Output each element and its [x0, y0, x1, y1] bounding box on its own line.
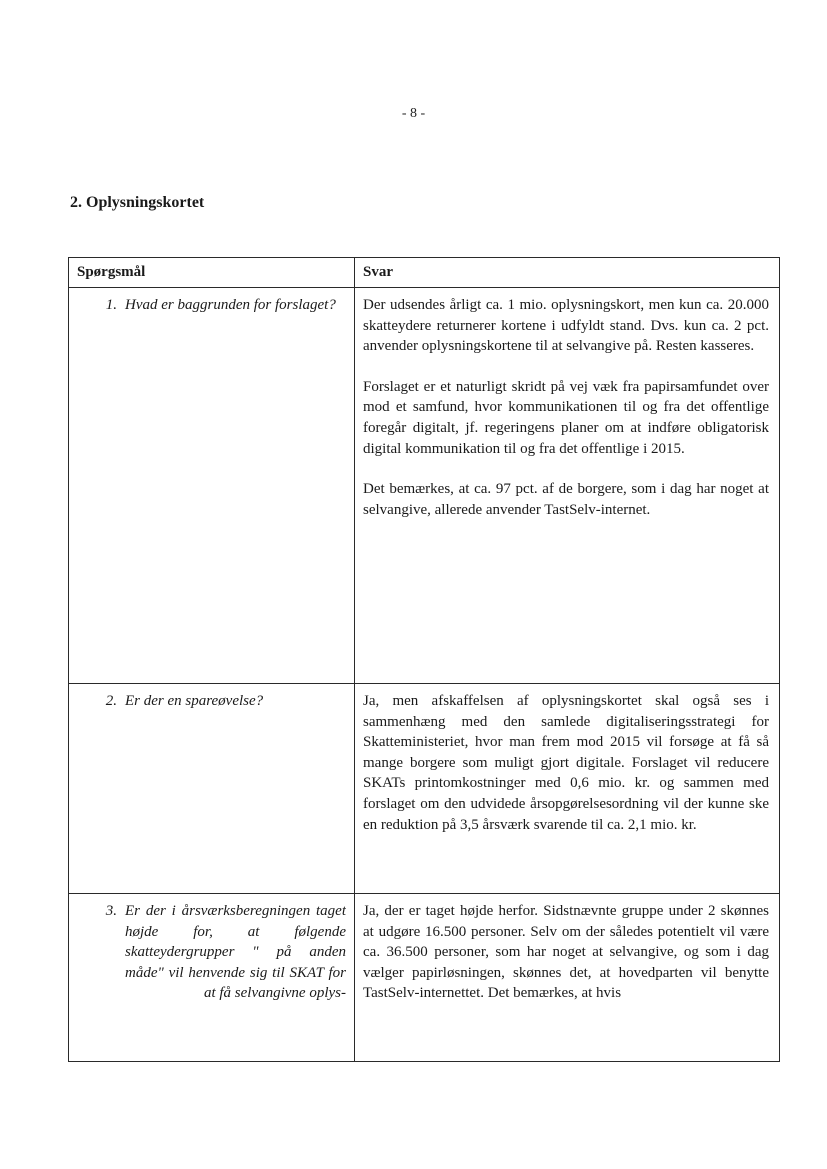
page-number: - 8 -	[401, 106, 426, 121]
column-header-question: Spørgsmål	[69, 258, 355, 288]
question-cell	[69, 288, 355, 684]
question-cell	[69, 684, 355, 894]
section-heading: 2. Oplysningskortet	[70, 194, 205, 211]
answer-paragraph: Forslaget er et naturligt skridt på vej væk fra papirsamfundet over mod et samfund, hvor kommunikationen til og fra det offentlige foregår digitalt, jf. regeringens planer om at indføre obligatorisk digital kommunikation til og fra det offentlige i 2015.	[363, 378, 769, 457]
answer-cell	[355, 894, 780, 1062]
answer-cell	[355, 288, 780, 684]
question-text: Hvad er baggrunden for forslaget?	[125, 297, 336, 313]
table-row	[69, 684, 780, 894]
answer-cell	[355, 684, 780, 894]
question-cell	[69, 894, 355, 1062]
question-text: Er der i årsværksberegningen taget højde for, at følgende skatteydergrupper " på anden måde" vil henvende sig til SKAT for at få selvangivne oplys-	[125, 903, 346, 1002]
question-number: 1.	[105, 297, 117, 313]
question-number: 3.	[105, 903, 117, 919]
answer-paragraph: Der udsendes årligt ca. 1 mio. oplysningskort, men kun ca. 20.000 skatteydere returnerer kortene i udfyldt stand. Dvs. kun ca. 2 pct. anvender oplysningskortene til at selvangive på. Resten kasseres.	[363, 297, 769, 355]
answer-paragraph: Ja, men afskaffelsen af oplysningskortet skal også ses i sammenhæng med den samlede digitaliseringsstrategi for Skatteministeriet, hvor man frem mod 2015 vil forsøge at få så mange borgere som muligt gjort digitale. Forslaget vil reducere SKATs printomkostninger med 0,6 mio. kr. og sammen med forslaget om den udvidede årsopgørelsesordning vil der kunne ske en reduktion på 3,5 årsværk svarende til ca. 2,1 mio. kr.	[363, 693, 769, 833]
question-number: 2.	[105, 693, 117, 709]
qa-table	[68, 257, 780, 1062]
table-row	[69, 288, 780, 684]
answer-paragraph: Ja, der er taget højde herfor. Sidstnævnte gruppe under 2 skønnes at udgøre 16.500 personer. Selv om der således potentielt vil være ca. 36.500 personer, som har noget at selvangive, og som i dag vælger papirløsningen, skønnes det, at hovedparten vil benytte TastSelv-internettet. Det bemærkes, at hvis	[363, 903, 769, 1002]
table-row	[69, 894, 780, 1062]
table-header-row	[69, 258, 780, 288]
answer-paragraph: Det bemærkes, at ca. 97 pct. af de borgere, som i dag har noget at selvangive, allerede anvender TastSelv-internet.	[363, 481, 769, 518]
question-text: Er der en spareøvelse?	[125, 693, 264, 709]
column-header-answer: Svar	[355, 258, 780, 288]
